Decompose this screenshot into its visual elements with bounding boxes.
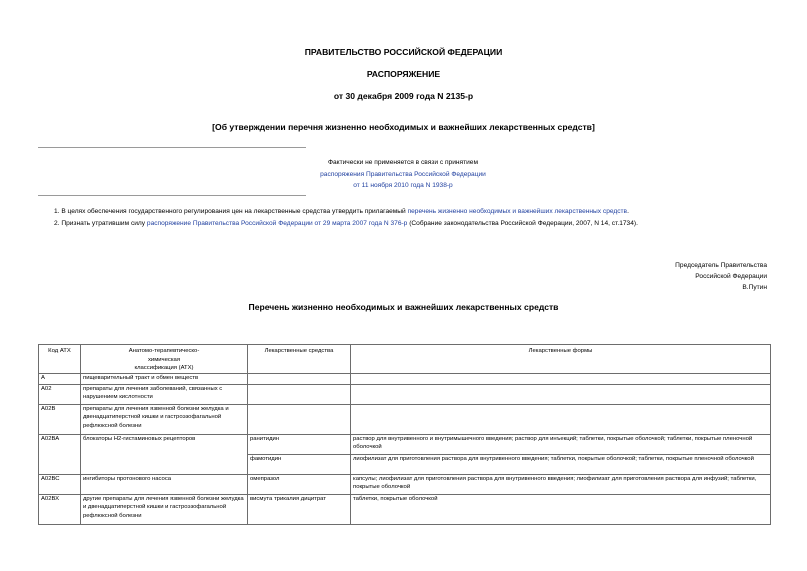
cell-code: А bbox=[39, 373, 81, 384]
cell-drug: висмута трикалия дицитрат bbox=[248, 494, 351, 524]
paragraph-2-end: (Собрание законодательства Российской Федерации, 2007, N 14, ст.1734). bbox=[407, 220, 638, 227]
header-classification-line3: классификация (АТХ) bbox=[134, 365, 194, 372]
cell-form: раствор для внутривенного и внутримышечного введения; раствор для инъекций; таблетки, покрытые оболочкой; таблетки, покрытые пленочной оболочкой bbox=[351, 434, 771, 454]
paragraph-1-text: 1. В целях обеспечения государственного регулирования цен на лекарственные средства утвердить прилагаемый bbox=[54, 208, 408, 215]
table-row bbox=[39, 494, 771, 524]
cell-drug: ранитидин bbox=[248, 434, 351, 454]
cell-drug bbox=[248, 384, 351, 404]
cell-code: А02ВА bbox=[39, 434, 81, 474]
header-drugs: Лекарственные средства bbox=[248, 345, 351, 374]
table-row bbox=[39, 404, 771, 434]
table-header-row bbox=[39, 345, 771, 374]
cell-classification: блокаторы Н2-гистаминовых рецепторов bbox=[81, 434, 248, 474]
cell-code: А02В bbox=[39, 404, 81, 434]
table-row bbox=[39, 384, 771, 404]
medicines-table bbox=[38, 344, 771, 525]
cell-form: капсулы; лиофилизат для приготовления раствора для внутривенного введения; лиофилизат для приготовления раствора для инфузий; таблетки, покрытые оболочкой bbox=[351, 474, 771, 494]
cell-code: А02ВХ bbox=[39, 494, 81, 524]
cell-drug bbox=[248, 404, 351, 434]
cell-classification: другие препараты для лечения язвенной болезни желудка и двенадцатиперстной кишки и гастроэзофагальной рефлюксной болезни bbox=[81, 494, 248, 524]
status-note-link-line2[interactable]: от 11 ноября 2010 года N 1938-р bbox=[353, 182, 453, 189]
cell-drug: фамотидин bbox=[248, 454, 351, 474]
signature-name: В.Путин bbox=[742, 284, 767, 292]
cell-form bbox=[351, 404, 771, 434]
paragraph-1 bbox=[54, 208, 774, 215]
cell-form: таблетки, покрытые оболочкой bbox=[351, 494, 771, 524]
header-code: Код АТХ bbox=[39, 345, 81, 374]
header-classification bbox=[81, 345, 248, 374]
document-subject: [Об утверждении перечня жизненно необходимых и важнейших лекарственных средств] bbox=[212, 122, 595, 132]
divider-top bbox=[38, 147, 306, 148]
paragraph-2-text: 2. Признать утратившим силу bbox=[54, 220, 147, 227]
cell-classification: ингибиторы протонового насоса bbox=[81, 474, 248, 494]
signature-position: Председатель Правительства bbox=[675, 262, 767, 269]
cell-form bbox=[351, 373, 771, 384]
cell-form bbox=[351, 384, 771, 404]
paragraph-1-end: . bbox=[627, 208, 629, 215]
cell-code: А02 bbox=[39, 384, 81, 404]
cell-drug: омепразол bbox=[248, 474, 351, 494]
header-forms: Лекарственные формы bbox=[351, 345, 771, 374]
document-date-number: от 30 декабря 2009 года N 2135-р bbox=[333, 91, 474, 101]
table-row bbox=[39, 373, 771, 384]
list-link[interactable]: перечень жизненно необходимых и важнейших лекарственных средств bbox=[407, 208, 628, 215]
table-row bbox=[39, 474, 771, 494]
status-note-link-line1[interactable]: распоряжения Правительства Российской Федерации bbox=[320, 170, 486, 178]
cell-code: А02ВС bbox=[39, 474, 81, 494]
repealed-order-link[interactable]: распоряжение Правительства Российской Федерации от 29 марта 2007 года N 376-р bbox=[146, 220, 408, 227]
cell-classification: препараты для лечения заболеваний, связанных с нарушением кислотности bbox=[81, 384, 248, 404]
signature-country: Российской Федерации bbox=[695, 273, 767, 281]
signature-block bbox=[675, 260, 767, 294]
cell-classification: препараты для лечения язвенной болезни желудка и двенадцатиперстной кишки и гастроэзофагальной рефлюксной болезни bbox=[81, 404, 248, 434]
header-classification-line1: Анатомо-терапевтическо- bbox=[128, 348, 200, 354]
divider-bottom bbox=[38, 195, 306, 196]
document-type: РАСПОРЯЖЕНИЕ bbox=[366, 69, 441, 79]
cell-drug bbox=[248, 373, 351, 384]
table-row bbox=[39, 434, 771, 454]
list-title: Перечень жизненно необходимых и важнейших лекарственных средств bbox=[248, 302, 559, 312]
cell-classification: пищеварительный тракт и обмен веществ bbox=[81, 373, 248, 384]
cell-form: лиофилизат для приготовления раствора для внутривенного введения; таблетки, покрытые оболочкой; таблетки, покрытые пленочной оболочкой bbox=[351, 454, 771, 474]
paragraph-2 bbox=[54, 220, 774, 227]
status-note bbox=[300, 157, 506, 192]
government-title: ПРАВИТЕЛЬСТВО РОССИЙСКОЙ ФЕДЕРАЦИИ bbox=[304, 47, 503, 57]
status-note-text: Фактически не применяется в связи с принятием bbox=[327, 159, 479, 166]
header-classification-line2: химическая bbox=[147, 356, 181, 363]
